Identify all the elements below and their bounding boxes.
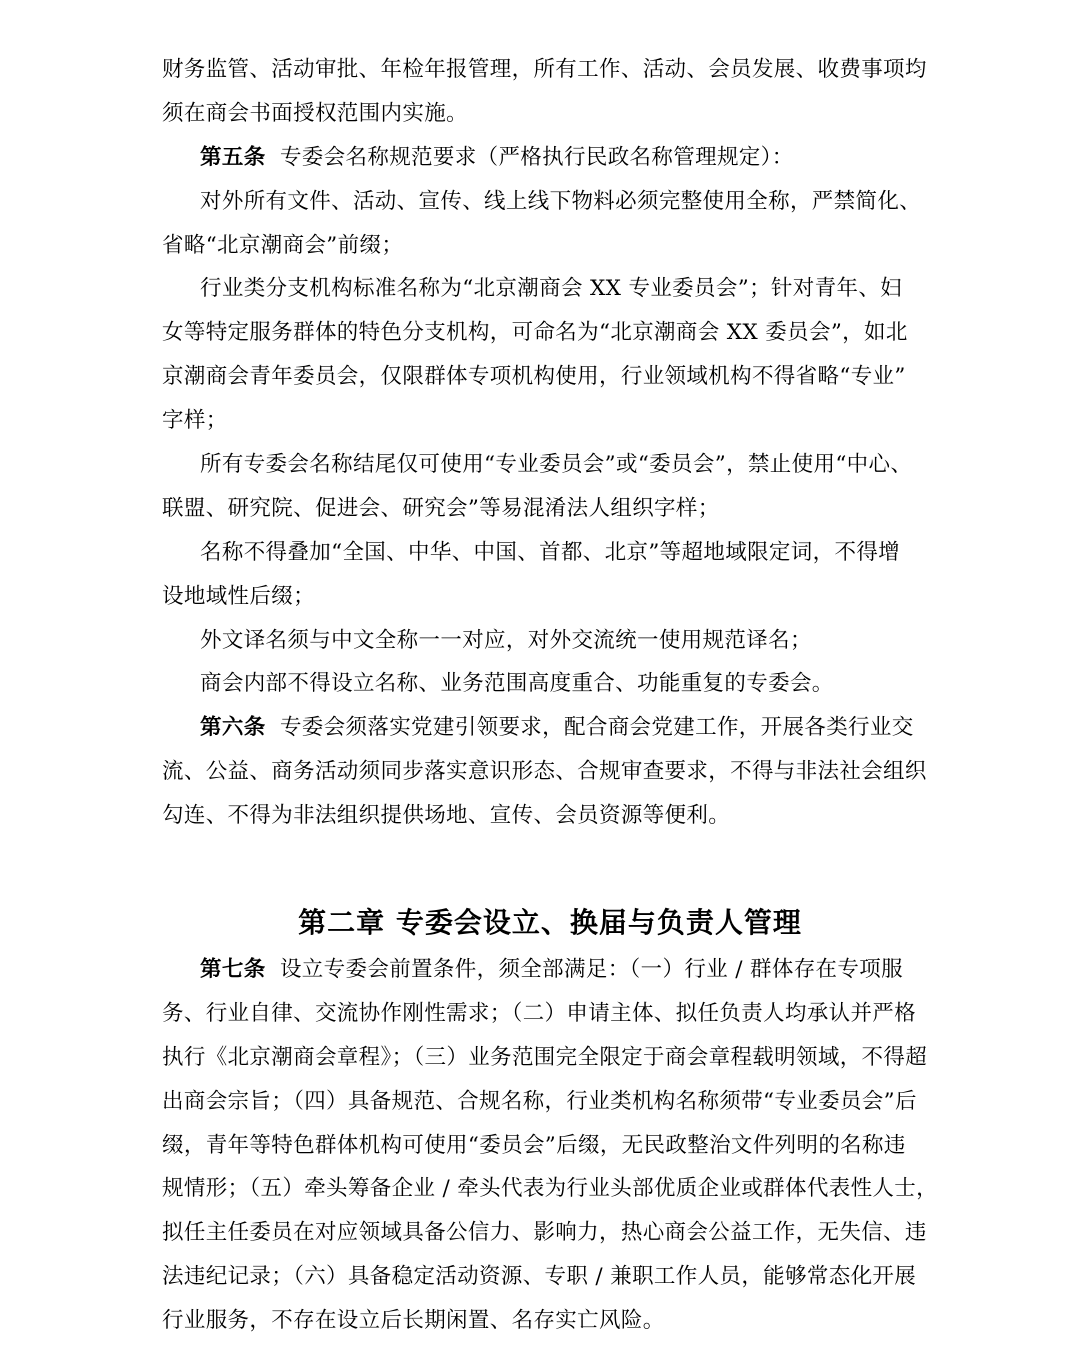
paragraph-line: 对外所有文件、活动、宣传、线上线下物料必须完整使用全称，严禁简化、 [200, 188, 922, 214]
paragraph-line: 商会内部不得设立名称、业务范围高度重合、功能重复的专委会。 [200, 671, 834, 697]
paragraph-line: 规情形；（五）牵头筹备企业 / 牵头代表为行业头部优质企业或群体代表性人士， [162, 1176, 938, 1202]
paragraph-line: 务、行业自律、交流协作刚性需求；（二）申请主体、拟任负责人均承认并严格 [162, 1000, 917, 1026]
paragraph-line: 执行《北京潮商会章程》；（三）业务范围完全限定于商会章程载明领域，不得超 [162, 1044, 928, 1070]
paragraph-line: 行业类分支机构标准名称为“北京潮商会 XX 专业委员会”；针对青年、妇 [200, 276, 903, 302]
article-text: 专委会名称规范要求（严格执行民政名称管理规定）： [279, 144, 794, 170]
article-7-first-line [162, 948, 938, 992]
article-label: 第五条 [200, 144, 266, 170]
paragraph-line: 法违纪记录；（六）具备稳定活动资源、专职 / 兼职工作人员，能够常态化开展 [162, 1264, 917, 1290]
paragraph-line: 勾连、不得为非法组织提供场地、宣传、会员资源等便利。 [162, 803, 731, 829]
chapter-heading: 第二章 专委会设立、换届与负责人管理 [298, 906, 802, 940]
paragraph-line: 须在商会书面授权范围内实施。 [162, 100, 468, 126]
paragraph-line: 外文译名须与中文全称一一对应，对外交流统一使用规范译名； [200, 627, 812, 653]
article-label: 第六条 [200, 715, 266, 741]
paragraph-line: 所有专委会名称结尾仅可使用“专业委员会”或“委员会”，禁止使用“中心、 [200, 452, 913, 478]
article-label: 第七条 [200, 957, 266, 983]
paragraph-line: 京潮商会青年委员会，仅限群体专项机构使用，行业领域机构不得省略“专业” [162, 364, 906, 390]
paragraph-line: 女等特定服务群体的特色分支机构，可命名为“北京潮商会 XX 委员会”，如北 [162, 320, 908, 346]
document-page [162, 48, 938, 1343]
article-5-first-line [162, 136, 938, 180]
paragraph-line: 字样； [162, 408, 228, 434]
paragraph-line: 缀，青年等特色群体机构可使用“委员会”后缀，无民政整治文件列明的名称违 [162, 1132, 906, 1158]
article-6-first-line [162, 706, 938, 750]
paragraph-line: 流、公益、商务活动须同步落实意识形态、合规审查要求，不得与非法社会组织 [162, 759, 927, 785]
paragraph-line: 财务监管、活动审批、年检年报管理，所有工作、活动、会员发展、收费事项均 [162, 57, 927, 82]
paragraph-line: 名称不得叠加“全国、中华、中国、首都、北京”等超地域限定词，不得增 [200, 539, 901, 565]
article-text: 专委会须落实党建引领要求，配合商会党建工作，开展各类行业交 [279, 715, 914, 741]
paragraph-line: 拟任主任委员在对应领域具备公信力、影响力，热心商会公益工作，无失信、违 [162, 1220, 927, 1246]
paragraph-line: 行业服务，不存在设立后长期闲置、名存实亡风险。 [162, 1308, 665, 1334]
paragraph-line: 设地域性后缀； [162, 583, 315, 609]
paragraph-line: 省略“北京潮商会”前缀； [162, 232, 404, 258]
paragraph-line: 出商会宗旨；（四）具备规范、合规名称，行业类机构名称须带“专业委员会”后 [162, 1088, 917, 1114]
article-text: 设立专委会前置条件，须全部满足：（一）行业 / 群体存在专项服 [279, 957, 903, 983]
paragraph-line: 联盟、研究院、促进会、研究会”等易混淆法人组织字样； [162, 495, 720, 521]
